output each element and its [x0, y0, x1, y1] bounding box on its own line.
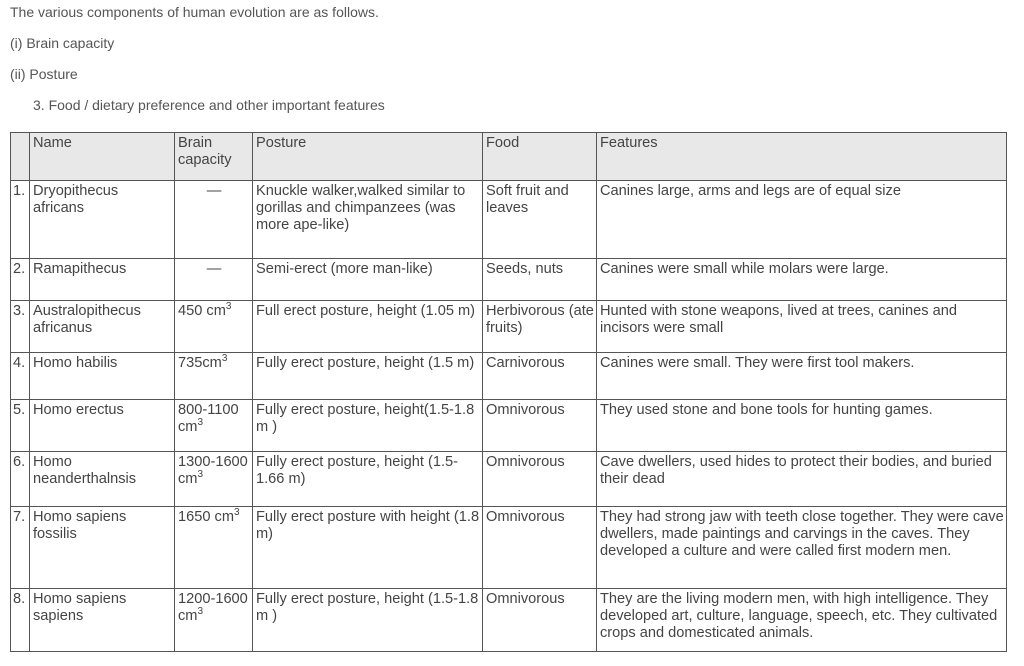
row-brain-capacity: [175, 507, 253, 589]
row-posture: Semi-erect (more man-like): [253, 259, 483, 301]
row-name: Australopithecus africanus: [30, 301, 175, 353]
row-name: Homo sapiens sapiens: [30, 589, 175, 652]
row-index: 3.: [11, 301, 30, 353]
brain-unit-exponent: 3: [197, 606, 204, 617]
brain-value: 450: [178, 303, 207, 319]
row-food: Omnivorous: [483, 589, 597, 652]
header-brain-capacity: Brain capacity: [175, 133, 253, 181]
brain-unit: cm: [202, 355, 222, 371]
row-name: Homo habilis: [30, 353, 175, 400]
brain-value: —: [206, 183, 222, 199]
row-food: Soft fruit and leaves: [483, 181, 597, 259]
row-posture: Fully erect posture, height (1.5-1.66 m): [253, 452, 483, 507]
row-features: Hunted with stone weapons, lived at trees, canines and incisors were small: [597, 301, 1007, 353]
row-index: 2.: [11, 259, 30, 301]
row-posture: Knuckle walker,walked similar to gorillas and chimpanzees (was more ape-like): [253, 181, 483, 259]
brain-unit: cm: [178, 608, 198, 624]
row-features: They had strong jaw with teeth close together. They were cave dwellers, made paintings and carvings in the caves. They developed a culture and were called first modern men.: [597, 507, 1007, 589]
table-row: [11, 181, 1007, 259]
table-row: [11, 301, 1007, 353]
brain-unit: cm: [206, 303, 226, 319]
intro-item-food: 3. Food / dietary preference and other important features: [33, 97, 385, 113]
brain-value: 1200-1600: [178, 591, 248, 607]
table-row: [11, 452, 1007, 507]
row-name: Ramapithecus: [30, 259, 175, 301]
intro-item-posture: (ii) Posture: [10, 66, 78, 82]
row-posture: Fully erect posture, height (1.5 m): [253, 353, 483, 400]
row-features: Canines were small. They were first tool makers.: [597, 353, 1007, 400]
brain-value: 800-1100: [178, 402, 239, 418]
brain-unit-exponent: 3: [197, 417, 204, 428]
row-food: Omnivorous: [483, 400, 597, 452]
brain-unit: cm: [214, 509, 234, 525]
header-index: [11, 133, 30, 181]
table-row: [11, 259, 1007, 301]
table-row: [11, 400, 1007, 452]
brain-value: 735: [178, 355, 203, 371]
row-posture: Fully erect posture, height(1.5-1.8 m ): [253, 400, 483, 452]
header-features: Features: [597, 133, 1007, 181]
header-name: Name: [30, 133, 175, 181]
intro-lead: The various components of human evolution are as follows.: [10, 4, 379, 20]
row-name: Homo sapiens fossilis: [30, 507, 175, 589]
row-food: Herbivorous (ate fruits): [483, 301, 597, 353]
row-food: Carnivorous: [483, 353, 597, 400]
table-row: [11, 353, 1007, 400]
row-brain-capacity: [175, 259, 253, 301]
row-brain-capacity: [175, 301, 253, 353]
row-posture: Fully erect posture, height (1.5-1.8 m ): [253, 589, 483, 652]
row-brain-capacity: [175, 452, 253, 507]
row-features: Canines large, arms and legs are of equal size: [597, 181, 1007, 259]
row-name: Homo neanderthalnsis: [30, 452, 175, 507]
intro-section: [10, 4, 385, 128]
brain-unit-exponent: 3: [197, 469, 204, 480]
row-brain-capacity: [175, 181, 253, 259]
row-brain-capacity: [175, 400, 253, 452]
brain-value: —: [206, 261, 222, 277]
evolution-table: [10, 132, 1007, 652]
row-features: They are the living modern men, with high intelligence. They developed art, culture, language, speech, etc. They cultivated crops and domesticated animals.: [597, 589, 1007, 652]
table-row: [11, 507, 1007, 589]
brain-unit: cm: [178, 471, 198, 487]
brain-unit-exponent: 3: [234, 507, 240, 518]
brain-value: 1300-1600: [178, 454, 248, 470]
row-features: Canines were small while molars were large.: [597, 259, 1007, 301]
row-index: 8.: [11, 589, 30, 652]
table-row: [11, 589, 1007, 652]
row-brain-capacity: [175, 589, 253, 652]
row-food: Seeds, nuts: [483, 259, 597, 301]
brain-value: 1650: [178, 509, 215, 525]
header-posture: Posture: [253, 133, 483, 181]
table-header-row: [11, 133, 1007, 181]
row-index: 6.: [11, 452, 30, 507]
brain-unit-exponent: 3: [225, 301, 232, 312]
brain-unit: cm: [178, 419, 198, 435]
row-posture: Fully erect posture with height (1.8 m): [253, 507, 483, 589]
row-index: 4.: [11, 353, 30, 400]
row-brain-capacity: [175, 353, 253, 400]
row-index: 5.: [11, 400, 30, 452]
header-food: Food: [483, 133, 597, 181]
row-index: 7.: [11, 507, 30, 589]
row-features: They used stone and bone tools for hunting games.: [597, 400, 1007, 452]
row-name: Homo erectus: [30, 400, 175, 452]
row-food: Omnivorous: [483, 507, 597, 589]
brain-unit-exponent: 3: [221, 353, 228, 364]
intro-item-brain: (i) Brain capacity: [10, 35, 115, 51]
row-features: Cave dwellers, used hides to protect their bodies, and buried their dead: [597, 452, 1007, 507]
row-name: Dryopithecus africans: [30, 181, 175, 259]
row-food: Omnivorous: [483, 452, 597, 507]
row-posture: Full erect posture, height (1.05 m): [253, 301, 483, 353]
row-index: 1.: [11, 181, 30, 259]
